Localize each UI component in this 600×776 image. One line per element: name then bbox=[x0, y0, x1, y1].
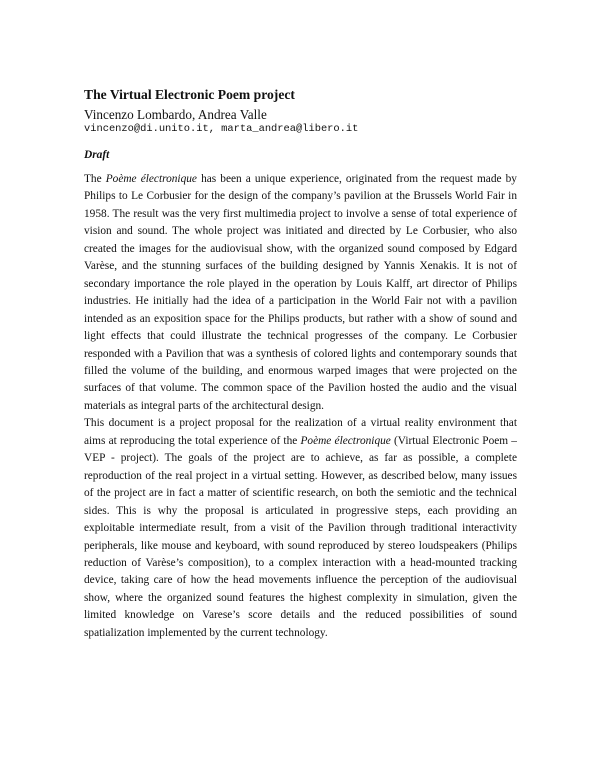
paper-authors: Vincenzo Lombardo, Andrea Valle bbox=[84, 107, 267, 122]
paper-title: The Virtual Electronic Poem project bbox=[84, 87, 295, 102]
paper-body bbox=[84, 171, 517, 642]
text-run: The bbox=[84, 173, 106, 185]
intro-paragraph bbox=[84, 171, 517, 415]
work-title-italic: Poème électronique bbox=[300, 434, 391, 447]
text-run: (Virtual Electronic Poem – VEP - project). The goals of the project are to achieve, as far as possible, a complete reproduction of the real project in a virtual setting. However, as described below, many issues of the project are in fact a matter of scientific research, on both the semiotic and the technical sides. This is why the proposal is articulated in progressive steps, each providing an exploitable intermediate result, from a visit of the Pavilion through traditional interactivity peripherals, like mouse and keyboard, with sound reproduced by stereo loudspeakers (Philips reduction of Varèse’s composition), to a complex interaction with a head-mounted tracking device, taking care of how the head movements influence the perception of the audiovisual show, where the organized sound features the highest complexity in simulation, given the limited knowledge on Varese’s score details and the reduced possibilities of sound spatialization implemented by the current technology. bbox=[84, 434, 517, 639]
text-run: has been a unique experience, originated from the request made by Philips to Le Corbusier for the design of the company’s pavilion at the Brussels World Fair in 1958. The result was the very first multimedia project to involve a sense of total experience of vision and sound. The whole project was initiated and directed by Le Corbusier, who also created the images for the audiovisual show, with the organized sound composed by Edgard Varèse, and the stunning surfaces of the building designed by Yannis Xenakis. It is not of secondary importance the role played in the operation by Louis Kalff, art director of Philips industries. He initially had the idea of a participation in the World Fair not with a pavilion intended as an exposition space for the Philips products, but rather with a show of sound and light effects that could illustrate the technical progresses of the company. Le Corbusier responded with a Pavilion that was a synthesis of colored lights and contemporary sounds that filled the volume of the building, and enormous warped images that were projected on the surfaces of that volume. The common space of the Pavilion hosted the audio and the visual materials as integral parts of the architectural design. bbox=[84, 173, 517, 412]
proposal-paragraph bbox=[84, 415, 517, 642]
work-title-italic: Poème électronique bbox=[105, 173, 197, 185]
text-run: This document is a project proposal for the realization of a virtual reality environment that aims at reproducing the total experience of the bbox=[84, 417, 517, 447]
draft-label: Draft bbox=[84, 149, 110, 161]
author-emails: vincenzo@di.unito.it, marta_andrea@libero.it bbox=[84, 123, 359, 135]
